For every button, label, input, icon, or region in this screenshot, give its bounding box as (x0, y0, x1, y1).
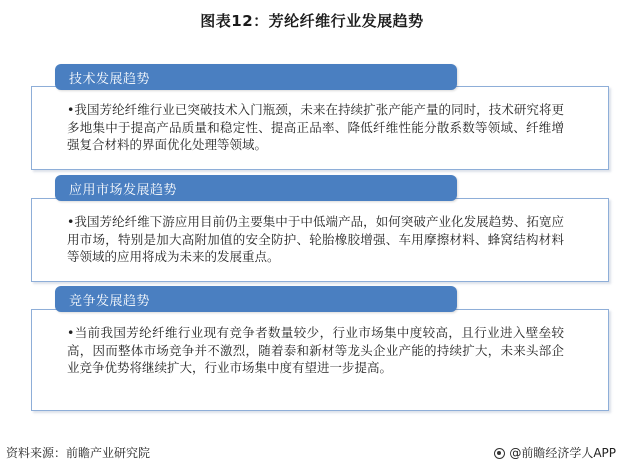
section-competition-text: •当前我国芳纶纤维行业现有竞争者数量较少，行业市场集中度较高，且行业进入壁垒较高，因而整体市场竞争并不激烈，随着泰和新材等龙头企业产能的持续扩大，未来头部企业竞争优势将继续扩大，行业市场集中度有望进一步提高。 (67, 325, 564, 375)
section-application-text: •我国芳纶纤维下游应用目前仍主要集中于中低端产品，如何突破产业化发展趋势、拓宽应用市场，特别是加大高附加值的安全防护、轮胎橡胶增强、车用摩擦材料、蜂窝结构材料等领域的应用将成为未来的发展重点。 (67, 214, 564, 264)
section-technology-text: •我国芳纶纤维行业已突破技术入门瓶颈，未来在持续扩张产能产量的同时，技术研究将更多地集中于提高产品质量和稳定性、提高正品率、降低纤维性能分散系数等领域、纤维增强复合材料的界面优化处理等领域。 (67, 102, 564, 152)
section-competition-header (55, 286, 457, 312)
section-application-header (55, 175, 457, 201)
brand-credit (494, 444, 616, 461)
figure-title: 图表12：芳纶纤维行业发展趋势 (200, 12, 424, 30)
brand-credit-text: @前瞻经济学人APP (509, 446, 616, 460)
section-technology-box (31, 86, 609, 170)
section-competition-title: 竞争发展趋势 (69, 294, 151, 309)
section-technology-title: 技术发展趋势 (69, 72, 151, 87)
source-note: 资料来源：前瞻产业研究院 (6, 446, 151, 460)
section-application-box (31, 198, 609, 282)
brand-logo-icon (494, 448, 505, 459)
section-competition-box (31, 309, 609, 411)
section-technology-header (55, 64, 457, 90)
section-application-title: 应用市场发展趋势 (69, 183, 178, 198)
